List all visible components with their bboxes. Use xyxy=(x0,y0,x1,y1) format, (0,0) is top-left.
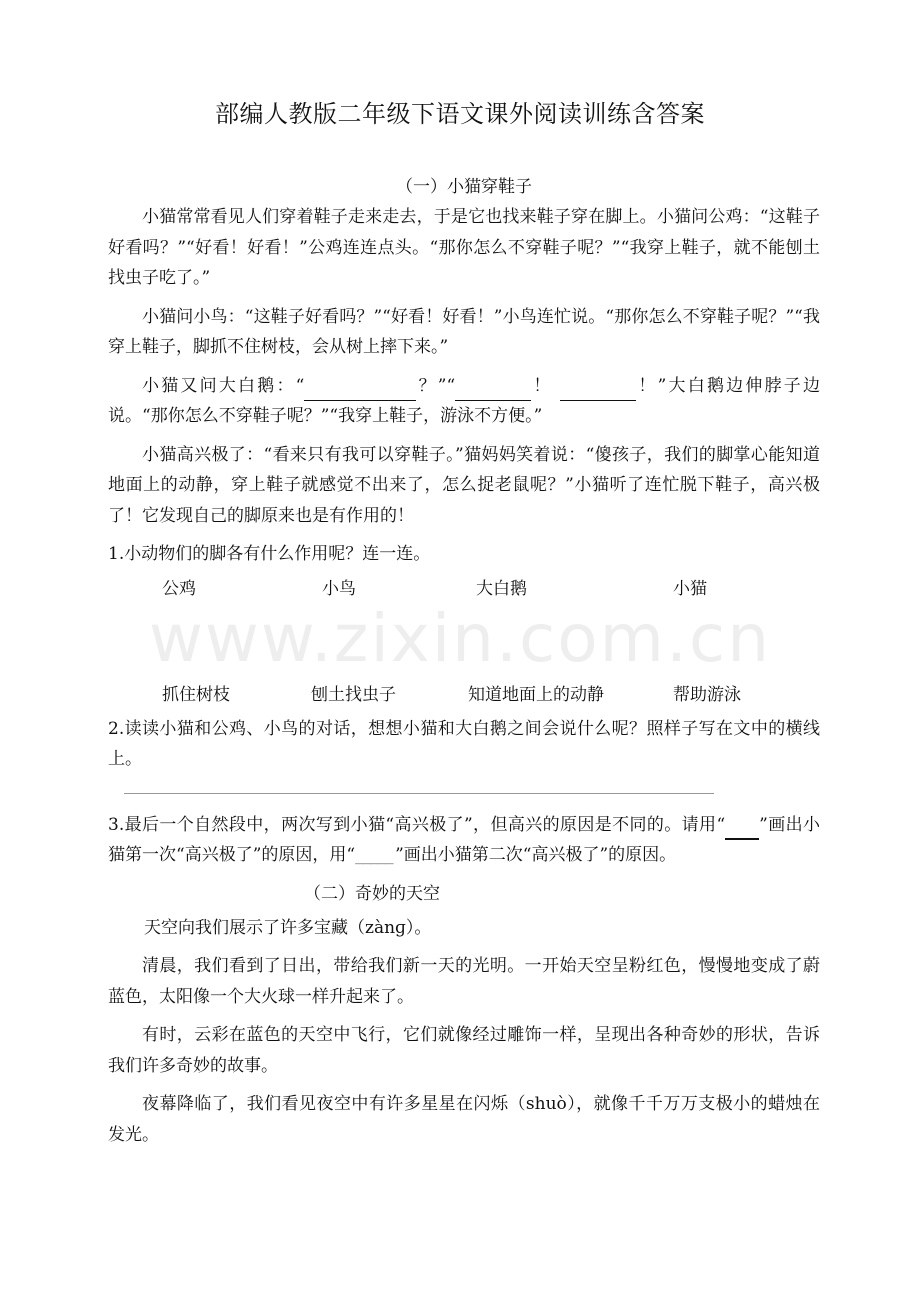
underline-sample-solid xyxy=(725,820,759,840)
divider-line xyxy=(124,793,714,794)
section2-paragraph-4: 夜幕降临了，我们看见夜空中有许多星星在闪烁（shuò），就像千千万万支极小的蜡烛在发光。 xyxy=(108,1094,820,1145)
section1-heading: （一）小猫穿鞋子 xyxy=(396,177,532,197)
animal-bird[interactable]: 小鸟 xyxy=(322,578,356,599)
p3-part-c: ！ xyxy=(531,375,553,396)
section1-paragraph-2: 小猫问小鸟：“这鞋子好看吗？”“好看！好看！”小鸟连忙说。“那你怎么不穿鞋子呢？”“我穿上鞋子，脚抓不住树枝，会从树上摔下来。” xyxy=(108,306,820,357)
animal-rooster[interactable]: 公鸡 xyxy=(162,578,196,599)
q3-part-b: ”画出小猫第一次“高兴极了”的原因，用“ xyxy=(108,814,820,865)
q3-part-c: ”画出小猫第二次“高兴极了”的原因。 xyxy=(395,845,677,865)
document-title: 部编人教版二年级下语文课外阅读训练含答案 xyxy=(215,100,705,128)
animal-cat[interactable]: 小猫 xyxy=(673,578,707,599)
section2-paragraph-2: 清晨，我们看到了日出，带给我们新一天的光明。一开始天空呈粉红色，慢慢地变成了蔚蓝色，太阳像一个大火球一样升起来了。 xyxy=(108,956,820,1007)
use-dig-worms[interactable]: 刨土找虫子 xyxy=(311,684,396,705)
underline-sample-dash: _____ xyxy=(355,845,393,865)
watermark: www.zixin.com.cn xyxy=(148,600,772,677)
section2-paragraph-1: 天空向我们展示了许多宝藏（zànɡ）。 xyxy=(144,917,432,938)
animal-row xyxy=(108,574,820,604)
question-2: 2.读读小猫和公鸡、小鸟的对话，想想小猫和大白鹅之间会说什么呢？照样子写在文中的横线上。 xyxy=(108,718,820,769)
use-sense-ground[interactable]: 知道地面上的动静 xyxy=(468,684,604,705)
p3-part-d: ！”大白鹅边伸脖子边说。“那你怎么不穿鞋子呢？”“我穿上鞋子，游泳不方便。” xyxy=(108,375,820,426)
document-body xyxy=(108,172,820,1158)
answer-blank-2[interactable] xyxy=(455,381,531,401)
q3-part-a: 3.最后一个自然段中，两次写到小猫“高兴极了”，但高兴的原因是不同的。请用“ xyxy=(108,814,726,835)
use-row xyxy=(108,680,820,710)
section1-paragraph-1: 小猫常常看见人们穿着鞋子走来走去，于是它也找来鞋子穿在脚上。小猫问公鸡：“这鞋子好看吗？”“好看！好看！”公鸡连连点头。“那你怎么不穿鞋子呢？”“我穿上鞋子，就不能刨土找虫子吃了。” xyxy=(108,207,820,288)
section1-paragraph-4: 小猫高兴极了：“看来只有我可以穿鞋子。”猫妈妈笑着说：“傻孩子，我们的脚掌心能知道地面上的动静，穿上鞋子就感觉不出来了，怎么捉老鼠呢？”小猫听了连忙脱下鞋子，高兴极了！它发现自己的脚原来也是有作用的！ xyxy=(108,444,820,526)
p3-part-b: ？”“ xyxy=(416,375,456,396)
animal-goose[interactable]: 大白鹅 xyxy=(476,578,527,599)
use-grab-branch[interactable]: 抓住树枝 xyxy=(162,684,230,705)
use-help-swim[interactable]: 帮助游泳 xyxy=(673,684,741,705)
answer-blank-3[interactable] xyxy=(560,381,636,401)
question-3 xyxy=(108,810,820,871)
section1-paragraph-3 xyxy=(108,371,820,432)
p3-part-a: 小猫又问大白鹅：“ xyxy=(142,375,305,396)
question-1: 1.小动物们的脚各有什么作用呢？连一连。 xyxy=(108,544,431,564)
section2-heading: （二）奇妙的天空 xyxy=(304,883,440,904)
answer-blank-1[interactable] xyxy=(304,381,416,401)
section2-paragraph-3: 有时，云彩在蓝色的天空中飞行，它们就像经过雕饰一样，呈现出各种奇妙的形状，告诉我们许多奇妙的故事。 xyxy=(108,1025,820,1076)
